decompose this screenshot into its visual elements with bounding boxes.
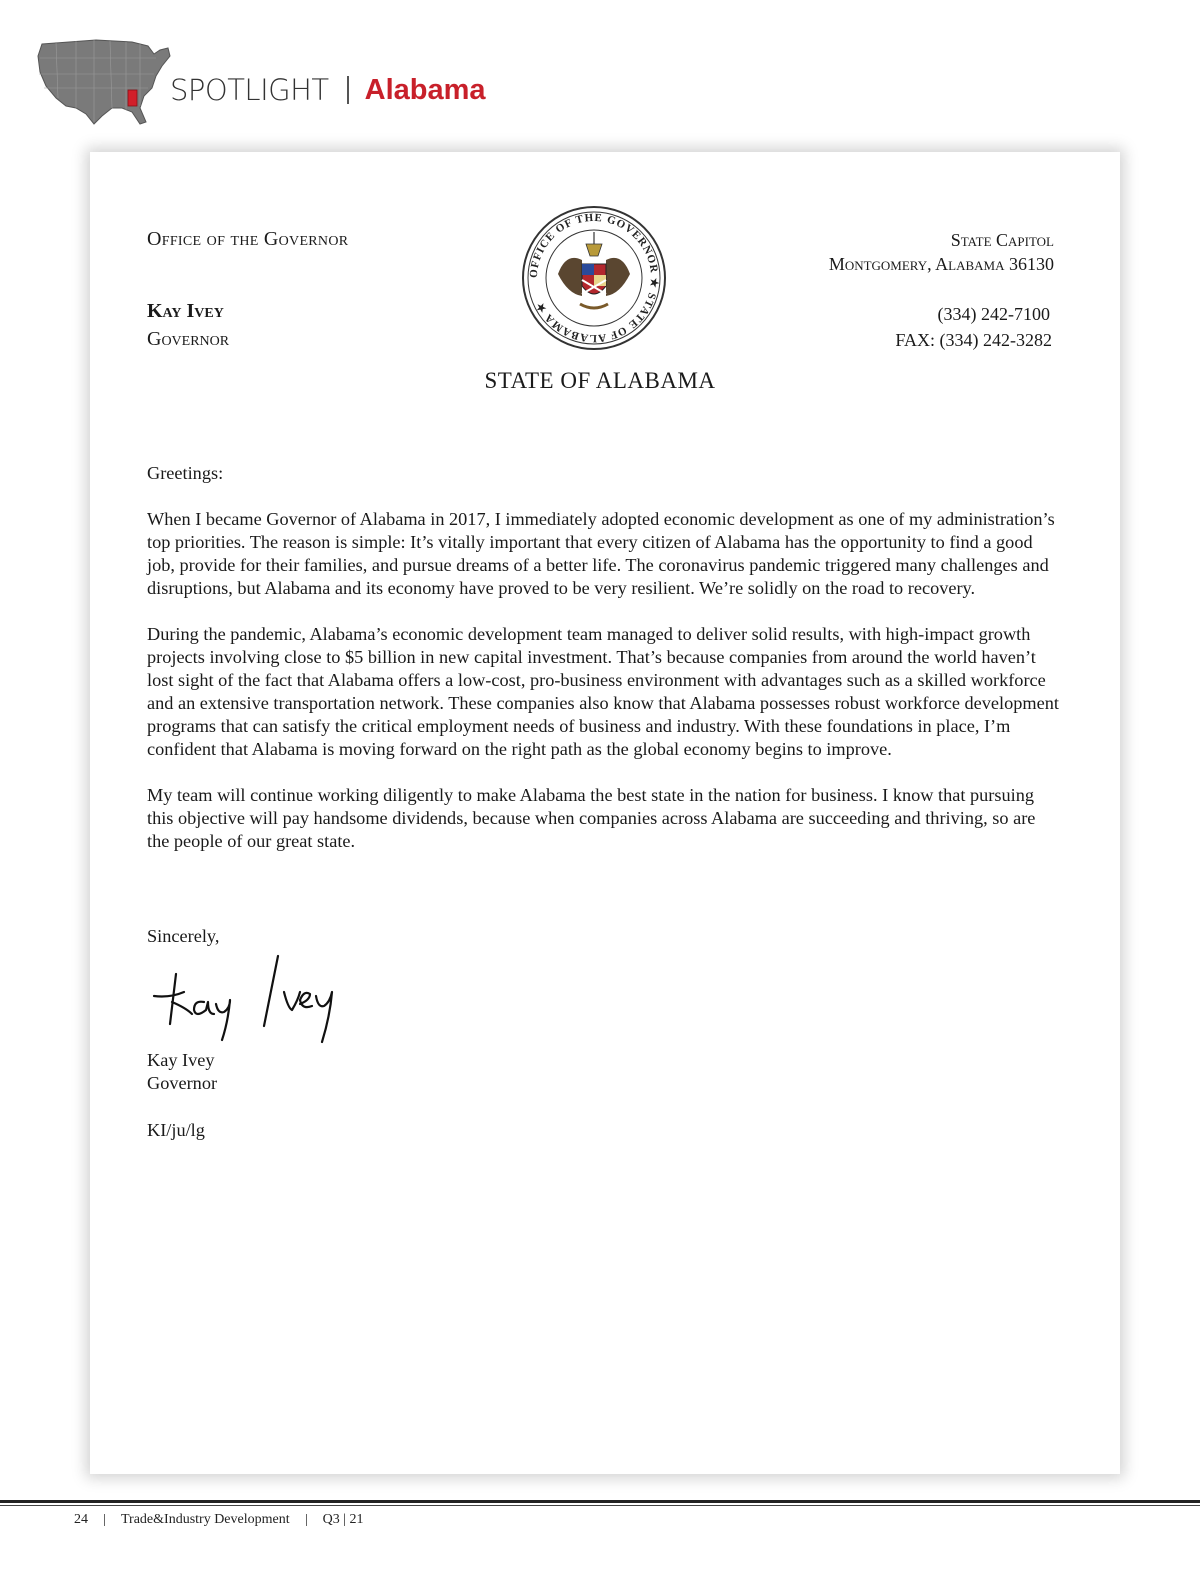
svg-text:OFFICE OF THE GOVERNOR ★ STATE: OFFICE OF THE GOVERNOR ★ STATE OF ALABAMA ★ bbox=[527, 211, 661, 345]
greeting: Greetings: bbox=[147, 463, 224, 483]
section-state: Alabama bbox=[364, 73, 486, 106]
footer-rule-thick bbox=[0, 1500, 1200, 1503]
us-map-icon bbox=[36, 36, 176, 128]
typist-initials: KI/ju/lg bbox=[147, 1120, 205, 1140]
footer-divider bbox=[104, 1514, 105, 1526]
svg-text:Kay Ivey: Kay Ivey bbox=[150, 952, 154, 953]
signer-name: Kay Ivey bbox=[147, 1050, 215, 1070]
alabama-highlight bbox=[128, 90, 137, 106]
page-header bbox=[0, 0, 1200, 140]
governor-letter bbox=[90, 152, 1120, 1474]
publication-name: Trade&Industry Development bbox=[121, 1512, 290, 1527]
footer-rule-thin bbox=[0, 1505, 1200, 1506]
governor-title: Governor bbox=[147, 328, 230, 350]
governor-name: Kay Ivey bbox=[147, 300, 224, 322]
address-line-2: Montgomery, Alabama 36130 bbox=[828, 254, 1054, 274]
signer-title: Governor bbox=[147, 1073, 218, 1093]
closing: Sincerely, bbox=[147, 926, 220, 946]
page-number: 24 bbox=[74, 1512, 88, 1527]
address-line-1: State Capitol bbox=[950, 230, 1054, 250]
footer-divider bbox=[306, 1514, 307, 1526]
issue-label: Q3 | 21 bbox=[322, 1512, 364, 1527]
phone-number: (334) 242-7100 bbox=[937, 304, 1050, 324]
signature bbox=[150, 952, 350, 1052]
office-title: Office of the Governor bbox=[147, 228, 349, 250]
title-divider bbox=[347, 76, 349, 104]
paragraph-2: During the pandemic, Alabama’s economic development team managed to deliver solid results, with high-impact growth projects involving close to $5 billion in new capital investment. That’s because companies from around the world haven’t lost sight of the fact that Alabama offers a low-cost, pro-business environment with advantages such as a skilled workforce and an extensive transportation network. These companies also know that Alabama possesses robust workforce development programs that can satisfy the critical employment needs of business and industry. With these foundations in place, I’m confident that Alabama is moving forward on the right path as the global economy begins to improve. bbox=[147, 624, 1059, 759]
paragraph-1: When I became Governor of Alabama in 2017, I immediately adopted economic development as one of my administration’s top priorities. The reason is simple: It’s vitally important that every citizen of Alabama has the opportunity to find a good job, provide for their families, and pursue dreams of a better life. The coronavirus pandemic triggered many challenges and disruptions, but Alabama and its economy have proved to be very resilient. We’re solidly on the road to recovery. bbox=[147, 509, 1055, 598]
fax-number: FAX: (334) 242-3282 bbox=[895, 330, 1052, 350]
letter-body bbox=[147, 462, 1059, 876]
section-label: SPOTLIGHT bbox=[170, 73, 329, 107]
paragraph-3: My team will continue working diligently to make Alabama the best state in the nation for business. I know that pursuing this objective will pay handsome dividends, because when companies across Alabama are succeeding and thriving, so are the people of our great state. bbox=[147, 785, 1036, 851]
section-title bbox=[170, 70, 486, 110]
state-seal-icon bbox=[520, 204, 668, 352]
page-footer bbox=[74, 1512, 364, 1528]
state-name: STATE OF ALABAMA bbox=[484, 368, 716, 393]
